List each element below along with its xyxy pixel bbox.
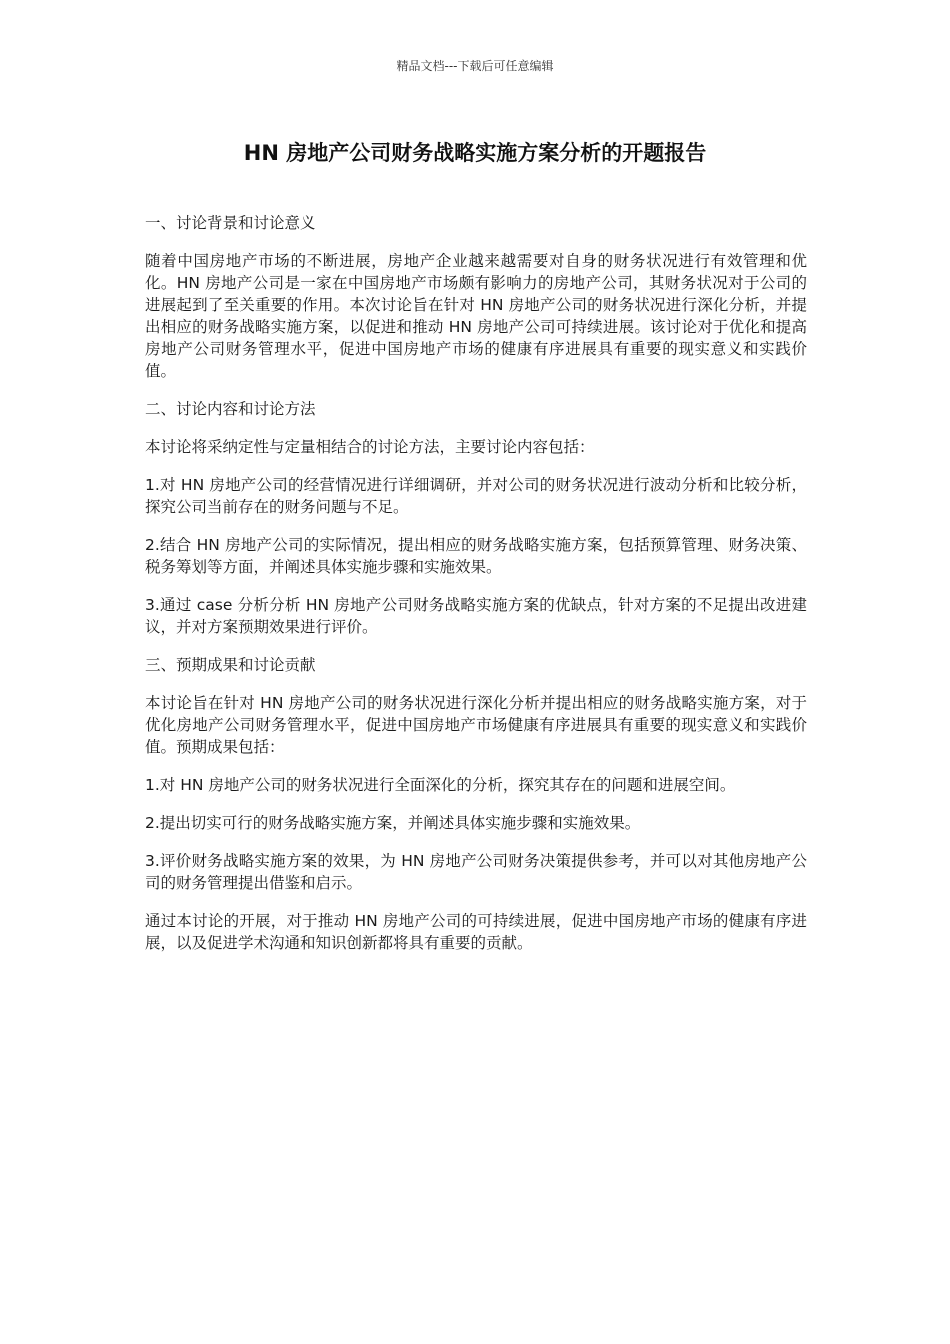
document-title: HN 房地产公司财务战略实施方案分析的开题报告 xyxy=(243,141,707,165)
section-heading: 三、预期成果和讨论贡献 xyxy=(145,656,316,674)
list-item: 1.对 HN 房地产公司的经营情况进行详细调研，并对公司的财务状况进行波动分析和比较分析，探究公司当前存在的财务问题与不足。 xyxy=(145,476,807,516)
list-item: 3.评价财务战略实施方案的效果，为 HN 房地产公司财务决策提供参考，并可以对其他房地产公司的财务管理提出借鉴和启示。 xyxy=(145,852,807,892)
list-item: 2.提出切实可行的财务战略实施方案，并阐述具体实施步骤和实施效果。 xyxy=(145,814,641,832)
paragraph: 通过本讨论的开展，对于推动 HN 房地产公司的可持续进展，促进中国房地产市场的健康有序进展，以及促进学术沟通和知识创新都将具有重要的贡献。 xyxy=(145,912,807,952)
section-expected-results xyxy=(145,654,807,954)
section-content-methods xyxy=(145,398,807,638)
section-heading: 一、讨论背景和讨论意义 xyxy=(145,214,316,232)
list-item: 3.通过 case 分析分析 HN 房地产公司财务战略实施方案的优缺点，针对方案的不足提出改进建议，并对方案预期效果进行评价。 xyxy=(145,596,807,636)
paragraph: 本讨论旨在针对 HN 房地产公司的财务状况进行深化分析并提出相应的财务战略实施方案，对于优化房地产公司财务管理水平，促进中国房地产市场健康有序进展具有重要的现实意义和实践价值。预期成果包括： xyxy=(145,694,807,756)
paragraph: 随着中国房地产市场的不断进展，房地产企业越来越需要对自身的财务状况进行有效管理和优化。HN 房地产公司是一家在中国房地产市场颇有影响力的房地产公司，其财务状况对于公司的进展起到了至关重要的作用。本次讨论旨在针对 HN 房地产公司的财务状况进行深化分析，并提出相应的财务战略实施方案，以促进和推动 HN 房地产公司可持续进展。该讨论对于优化和提高房地产公司财务管理水平，促进中国房地产市场的健康有序进展具有重要的现实意义和实践价值。 xyxy=(145,252,807,380)
list-item: 1.对 HN 房地产公司的财务状况进行全面深化的分析，探究其存在的问题和进展空间。 xyxy=(145,776,736,794)
section-background xyxy=(145,212,807,382)
header-note: 精品文档---下载后可任意编辑 xyxy=(396,59,554,73)
document-body xyxy=(145,212,807,970)
paragraph: 本讨论将采纳定性与定量相结合的讨论方法，主要讨论内容包括： xyxy=(145,438,595,456)
list-item: 2.结合 HN 房地产公司的实际情况，提出相应的财务战略实施方案，包括预算管理、财务决策、税务筹划等方面，并阐述具体实施步骤和实施效果。 xyxy=(145,536,807,576)
section-heading: 二、讨论内容和讨论方法 xyxy=(145,400,316,418)
